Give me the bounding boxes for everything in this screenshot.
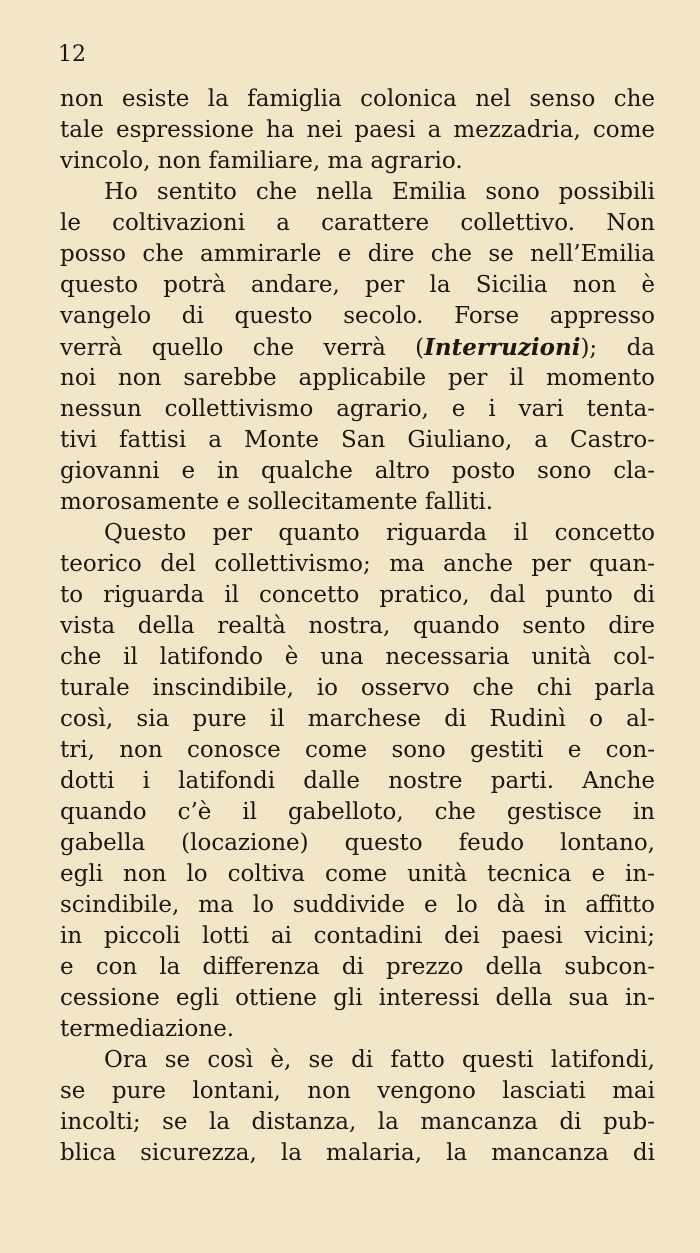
text-line: egli non lo coltiva come unità tecnica e in- (60, 861, 655, 887)
text-line: vangelo di questo secolo. Forse appresso (60, 303, 655, 329)
text-line: le coltivazioni a carattere collettivo. Non (60, 210, 655, 236)
text-line: gabella (locazione) questo feudo lontano, (60, 830, 655, 856)
text-line: cessione egli ottiene gli interessi della sua in- (60, 985, 655, 1011)
text-line: blica sicurezza, la malaria, la mancanza di (60, 1140, 655, 1166)
text-line: tivi fattisi a Monte San Giuliano, a Castro- (60, 427, 655, 453)
text-line: turale inscindibile, io osservo che chi parla (60, 675, 655, 701)
text-line: incolti; se la distanza, la mancanza di pub- (60, 1109, 655, 1135)
stage-direction: Interruzioni (424, 334, 581, 361)
text-line: se pure lontani, non vengono lasciati mai (60, 1078, 655, 1104)
text-line: giovanni e in qualche altro posto sono cla- (60, 458, 655, 484)
text-segment: verrà quello che verrà ( (60, 335, 425, 361)
text-line: che il latifondo è una necessaria unità col- (60, 644, 655, 670)
text-line: Ho sentito che nella Emilia sono possibili (104, 179, 655, 205)
text-line: noi non sarebbe applicabile per il momento (60, 365, 655, 391)
text-line: Ora se così è, se di fatto questi latifondi, (104, 1047, 655, 1073)
text-line: tri, non conosce come sono gestiti e con- (60, 737, 655, 763)
text-line: così, sia pure il marchese di Rudinì o al- (60, 706, 655, 732)
text-line: quando c’è il gabelloto, che gestisce in (60, 799, 655, 825)
text-line: termediazione. (60, 1016, 235, 1042)
text-line: dotti i latifondi dalle nostre parti. Anche (60, 768, 655, 794)
text-segment: ); da (580, 335, 655, 361)
page-number: 12 (58, 42, 86, 67)
text-line: questo potrà andare, per la Sicilia non è (60, 272, 655, 298)
text-line: vista della realtà nostra, quando sento dire (60, 613, 655, 639)
text-line: scindibile, ma lo suddivide e lo dà in affitto (60, 892, 655, 918)
text-line: in piccoli lotti ai contadini dei paesi vicini; (60, 923, 655, 949)
text-line: to riguarda il concetto pratico, dal punto di (60, 582, 655, 608)
body-text (60, 84, 655, 1169)
text-line: non esiste la famiglia colonica nel senso che (60, 86, 655, 112)
text-line (60, 332, 655, 363)
text-line: teorico del collettivismo; ma anche per quan- (60, 551, 655, 577)
text-line: tale espressione ha nei paesi a mezzadria, come (60, 117, 655, 143)
text-line: Questo per quanto riguarda il concetto (104, 520, 655, 546)
text-line: nessun collettivismo agrario, e i vari tenta- (60, 396, 655, 422)
text-line: e con la differenza di prezzo della subcon- (60, 954, 655, 980)
text-line: posso che ammirarle e dire che se nell’Emilia (60, 241, 655, 267)
text-line: morosamente e sollecitamente falliti. (60, 489, 494, 515)
text-line: vincolo, non familiare, ma agrario. (60, 148, 463, 174)
